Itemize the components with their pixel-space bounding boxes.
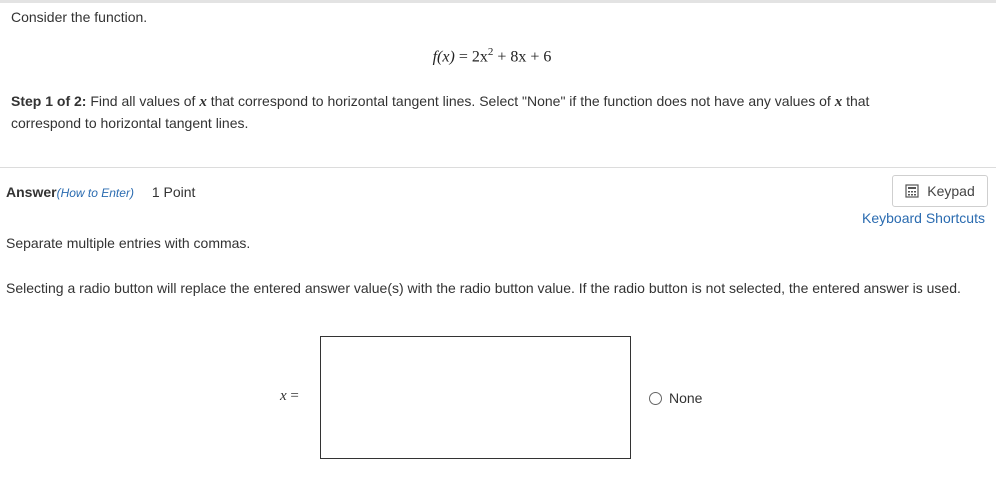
input-variable-label <box>280 388 299 405</box>
step-instructions <box>11 91 931 134</box>
function-formula <box>0 46 984 66</box>
step-text-part1: Find all values of <box>90 93 196 109</box>
formula-exponent: 2 <box>487 46 494 58</box>
answer-input-box[interactable] <box>320 336 631 459</box>
input-variable: x <box>280 388 287 404</box>
radio-button-note: Selecting a radio button will replace the entered answer value(s) with the radio button value. If the radio button is not selected, the entered answer is used. <box>6 280 961 296</box>
none-radio-label: None <box>669 390 703 406</box>
step-variable-1: x <box>199 94 207 110</box>
step-text-part2: that correspond to horizontal tangent lines. Select "None" if the function does not have any values of <box>210 93 831 109</box>
step-variable-2: x <box>834 94 843 110</box>
none-radio-button[interactable] <box>649 392 662 405</box>
formula-equals: = <box>458 48 468 66</box>
answer-label: Answer <box>6 184 57 200</box>
none-radio-option[interactable] <box>649 390 702 406</box>
input-equals: = <box>290 388 299 404</box>
keypad-button[interactable] <box>892 175 988 207</box>
points-label: 1 Point <box>151 184 196 200</box>
step-label: Step 1 of 2: <box>11 93 87 109</box>
formula-rhs-suffix: + 8x + 6 <box>497 48 552 66</box>
answer-header <box>6 184 195 200</box>
how-to-enter-link[interactable]: (How to Enter) <box>56 186 134 200</box>
question-intro: Consider the function. <box>11 9 148 25</box>
step-text-part3: that correspond to horizontal tangent lines. <box>11 93 870 131</box>
top-divider <box>0 0 996 3</box>
keyboard-shortcuts-link[interactable]: Keyboard Shortcuts <box>862 210 985 226</box>
formula-rhs-prefix: 2x <box>471 48 488 66</box>
calculator-icon <box>905 184 919 198</box>
keypad-label: Keypad <box>927 183 975 199</box>
section-divider <box>0 167 996 168</box>
formula-lhs: f(x) <box>432 48 455 66</box>
separate-entries-note: Separate multiple entries with commas. <box>6 235 251 251</box>
